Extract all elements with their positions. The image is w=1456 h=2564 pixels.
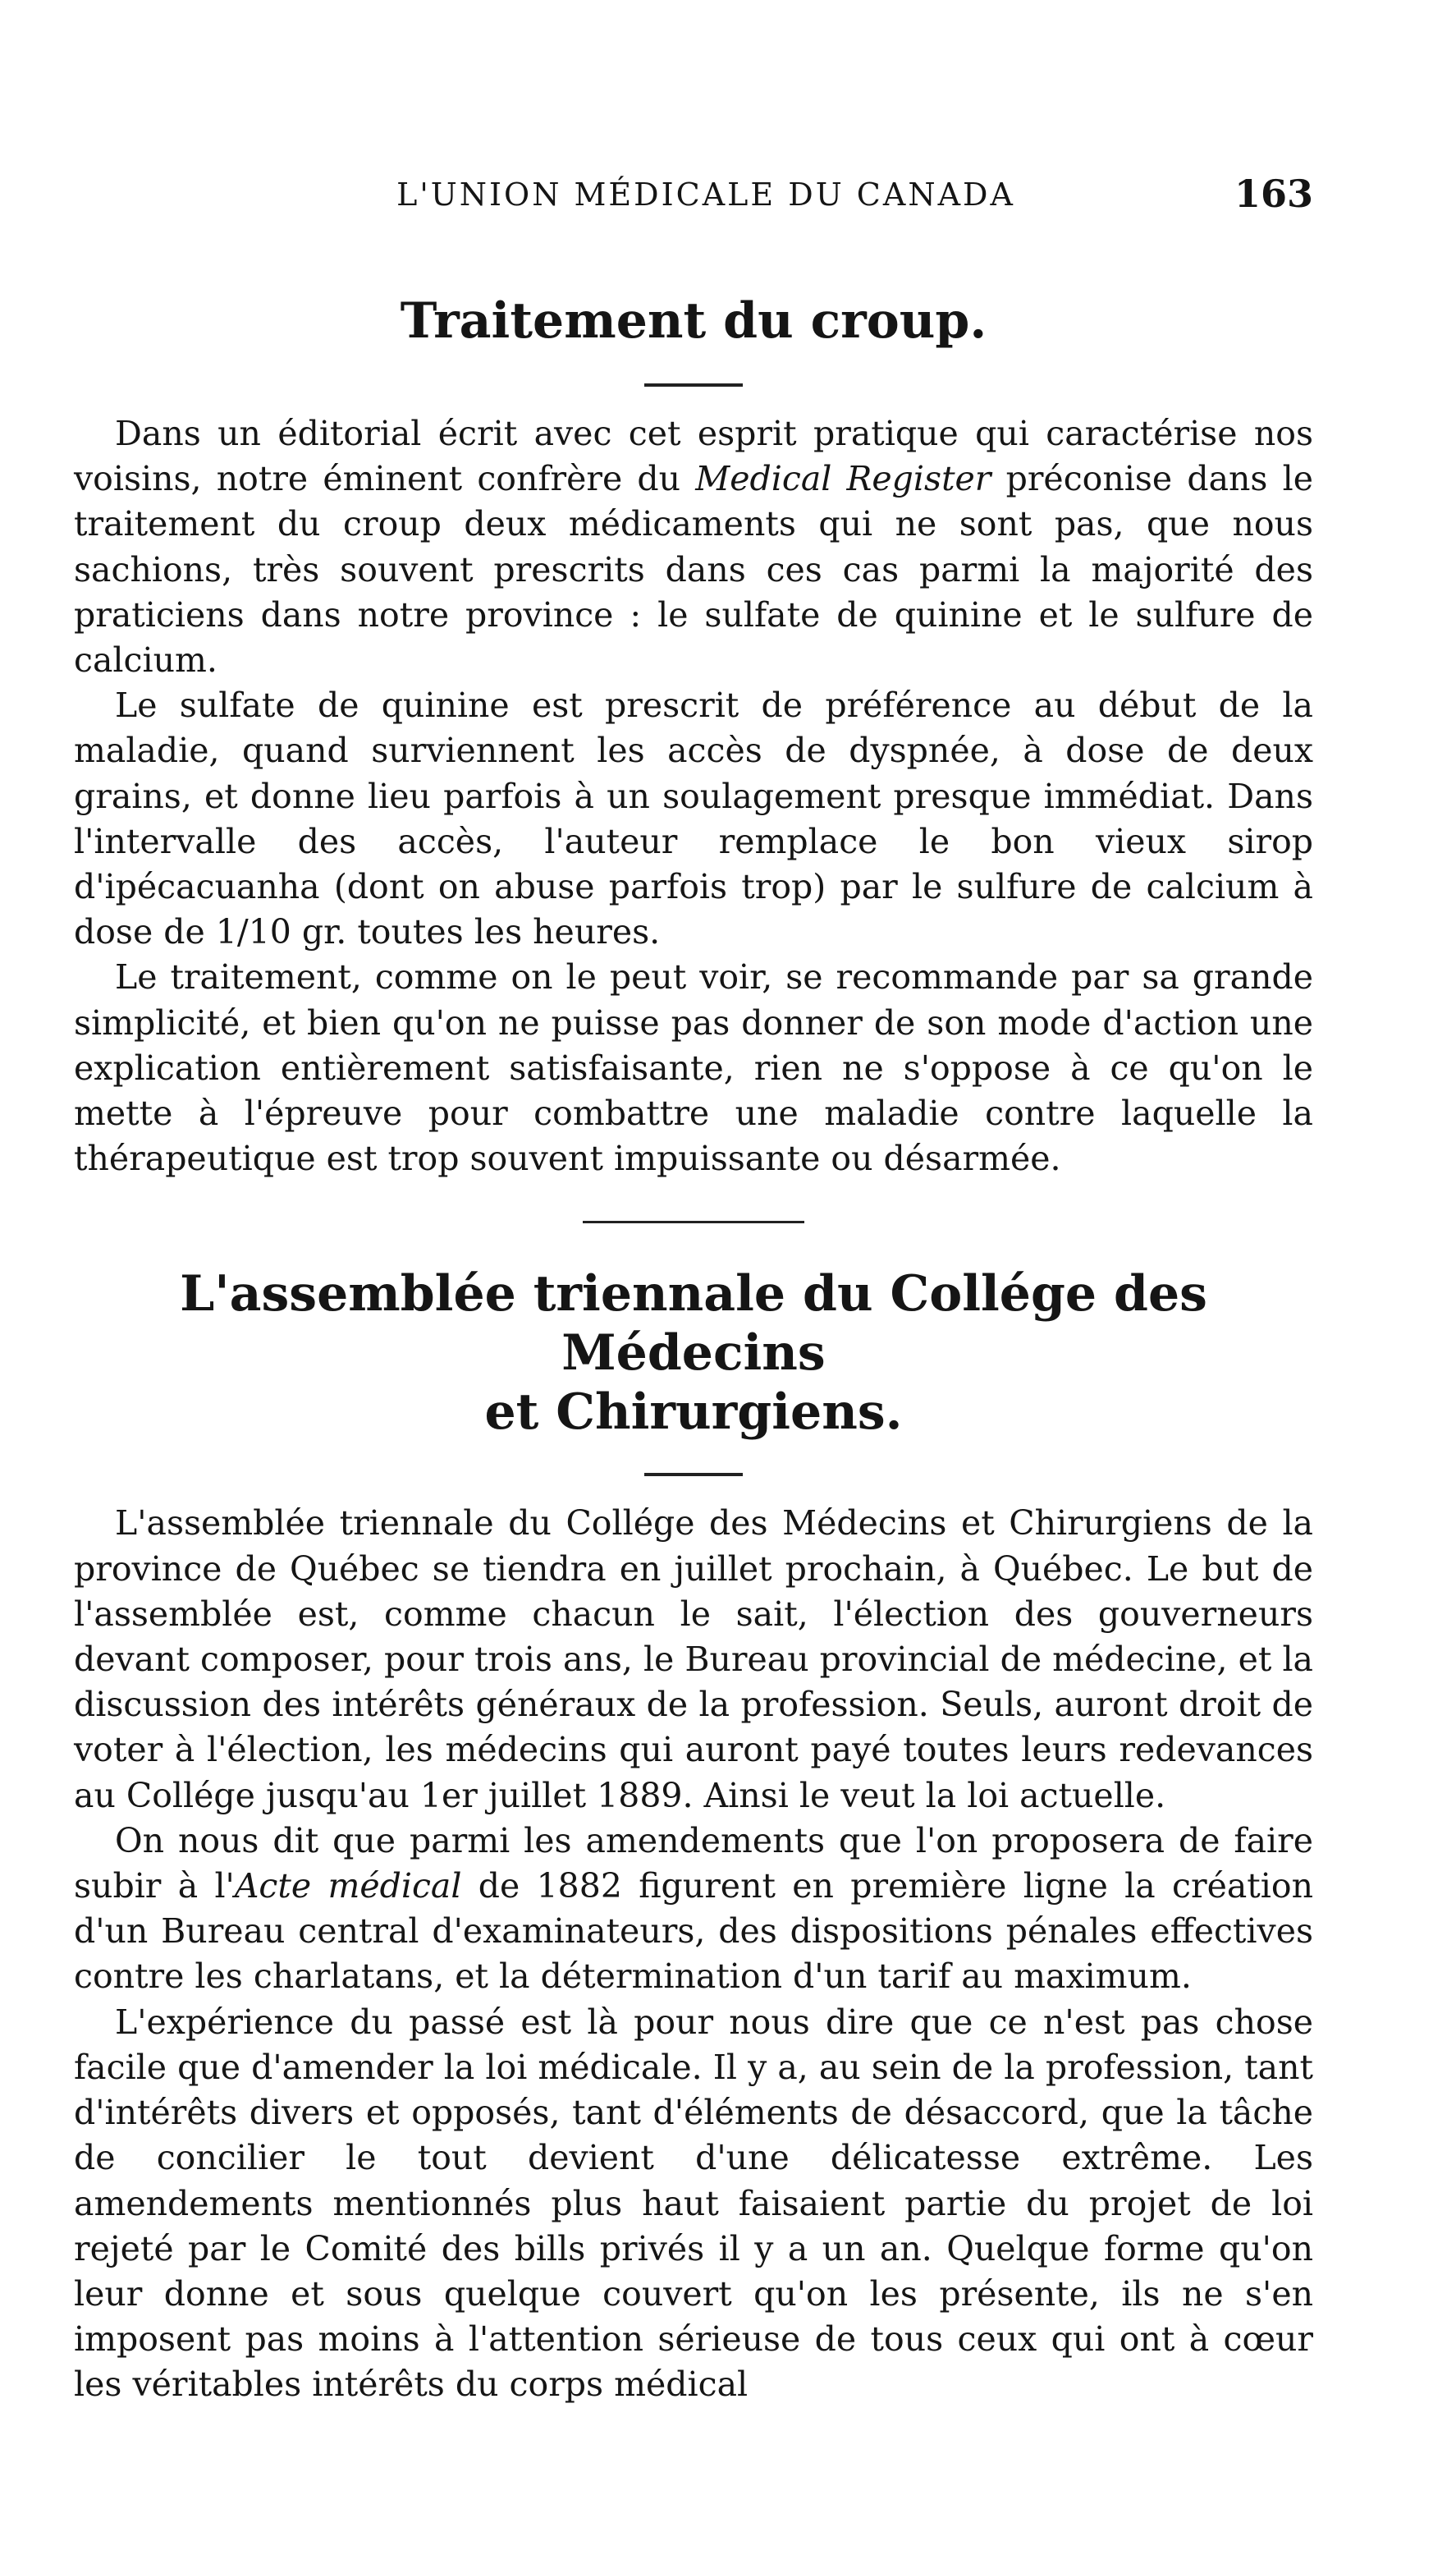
section-title-line-2: et Chirurgiens. [484,1383,903,1442]
title-rule [644,383,743,387]
section-title-croup: Traitement du croup. [400,292,987,350]
paragraph-assemblee-2 [74,1819,1313,2000]
running-head [74,172,1313,226]
section-title-line-1: L'assemblée triennale du Collége des Médecins [180,1265,1207,1383]
text-column [74,291,1313,2408]
paragraph-croup-1 [74,411,1313,683]
paragraph-assemblee-3: L'expérience du passé est là pour nous dire que ce n'est pas chose facile que d'amender la loi médicale. Il y a, au sein de la profession, tant d'intérêts divers et opposés, tant d'éléments de désaccord, que la tâche de concilier le tout devient d'une délicatesse extrême. Les amendements mentionnés plus haut faisaient partie du projet de loi rejeté par le Comité des bills privés il y a un an. Quelque forme qu'on leur donne et sous quelque couvert qu'on les présente, ils ne s'en imposent pas moins à l'attention sérieuse de tous ceux qui ont à cœur les véritables intérêts du corps médical [74,2002,1313,2405]
paragraph-text: préconise dans le traitement du croup deux médicaments qui ne sont pas, que nous sachions, très souvent prescrits dans ces cas parmi la majorité des praticiens dans notre province : le sulfate de quinine et le sulfure de calcium. [74,459,1314,681]
act-title: Acte médical [234,1866,462,1906]
running-title: L'UNION MÉDICALE DU CANADA [396,177,1015,213]
section-divider [583,1221,804,1223]
page-number: 163 [1234,172,1313,216]
paragraph-text: Dans un éditorial écrit avec cet esprit pratique qui caractérise nos voisins, notre éminent confrère du [74,414,1313,499]
journal-title: Medical Register [695,459,991,499]
paragraph-text: de 1882 figurent en première ligne la création d'un Bureau central d'examinateurs, des dispositions pénales effectives contre les charlatans, et la détermination d'un tarif au maximum. [74,1866,1313,1997]
paragraph-text: On nous dit que parmi les amendements que l'on proposera de faire subir à l' [74,1820,1313,1906]
title-rule [644,1473,743,1476]
paragraph-croup-2: Le sulfate de quinine est prescrit de préférence au début de la maladie, quand surviennent les accès de dyspnée, à dose de deux grains, et donne lieu parfois à un soulagement presque immédiat. Dans l'intervalle des accès, l'auteur remplace le bon vieux sirop d'ipécacuanha (dont on abuse parfois trop) par le sulfure de calcium à dose de 1/10 gr. toutes les heures. [74,686,1313,952]
paragraph-assemblee-1: L'assemblée triennale du Collége des Médecins et Chirurgiens de la province de Québec se tiendra en juillet prochain, à Québec. Le but de l'assemblée est, comme chacun le sait, l'élection des gouverneurs devant composer, pour trois ans, le Bureau provincial de médecine, et la discussion des intérêts généraux de la profession. Seuls, auront droit de voter à l'élection, les médecins qui auront payé toutes leurs redevances au Collége jusqu'au 1er juillet 1889. Ainsi le veut la loi actuelle. [74,1503,1313,1815]
paragraph-croup-3: Le traitement, comme on le peut voir, se recommande par sa grande simplicité, et bien qu'on ne puisse pas donner de son mode d'action une explication entièrement satisfaisante, rien ne s'oppose à ce qu'on le mette à l'épreuve pour combattre une maladie contre laquelle la thérapeutique est trop souvent impuissante ou désarmée. [74,957,1313,1179]
section-title-assemblee [74,1264,1313,1442]
